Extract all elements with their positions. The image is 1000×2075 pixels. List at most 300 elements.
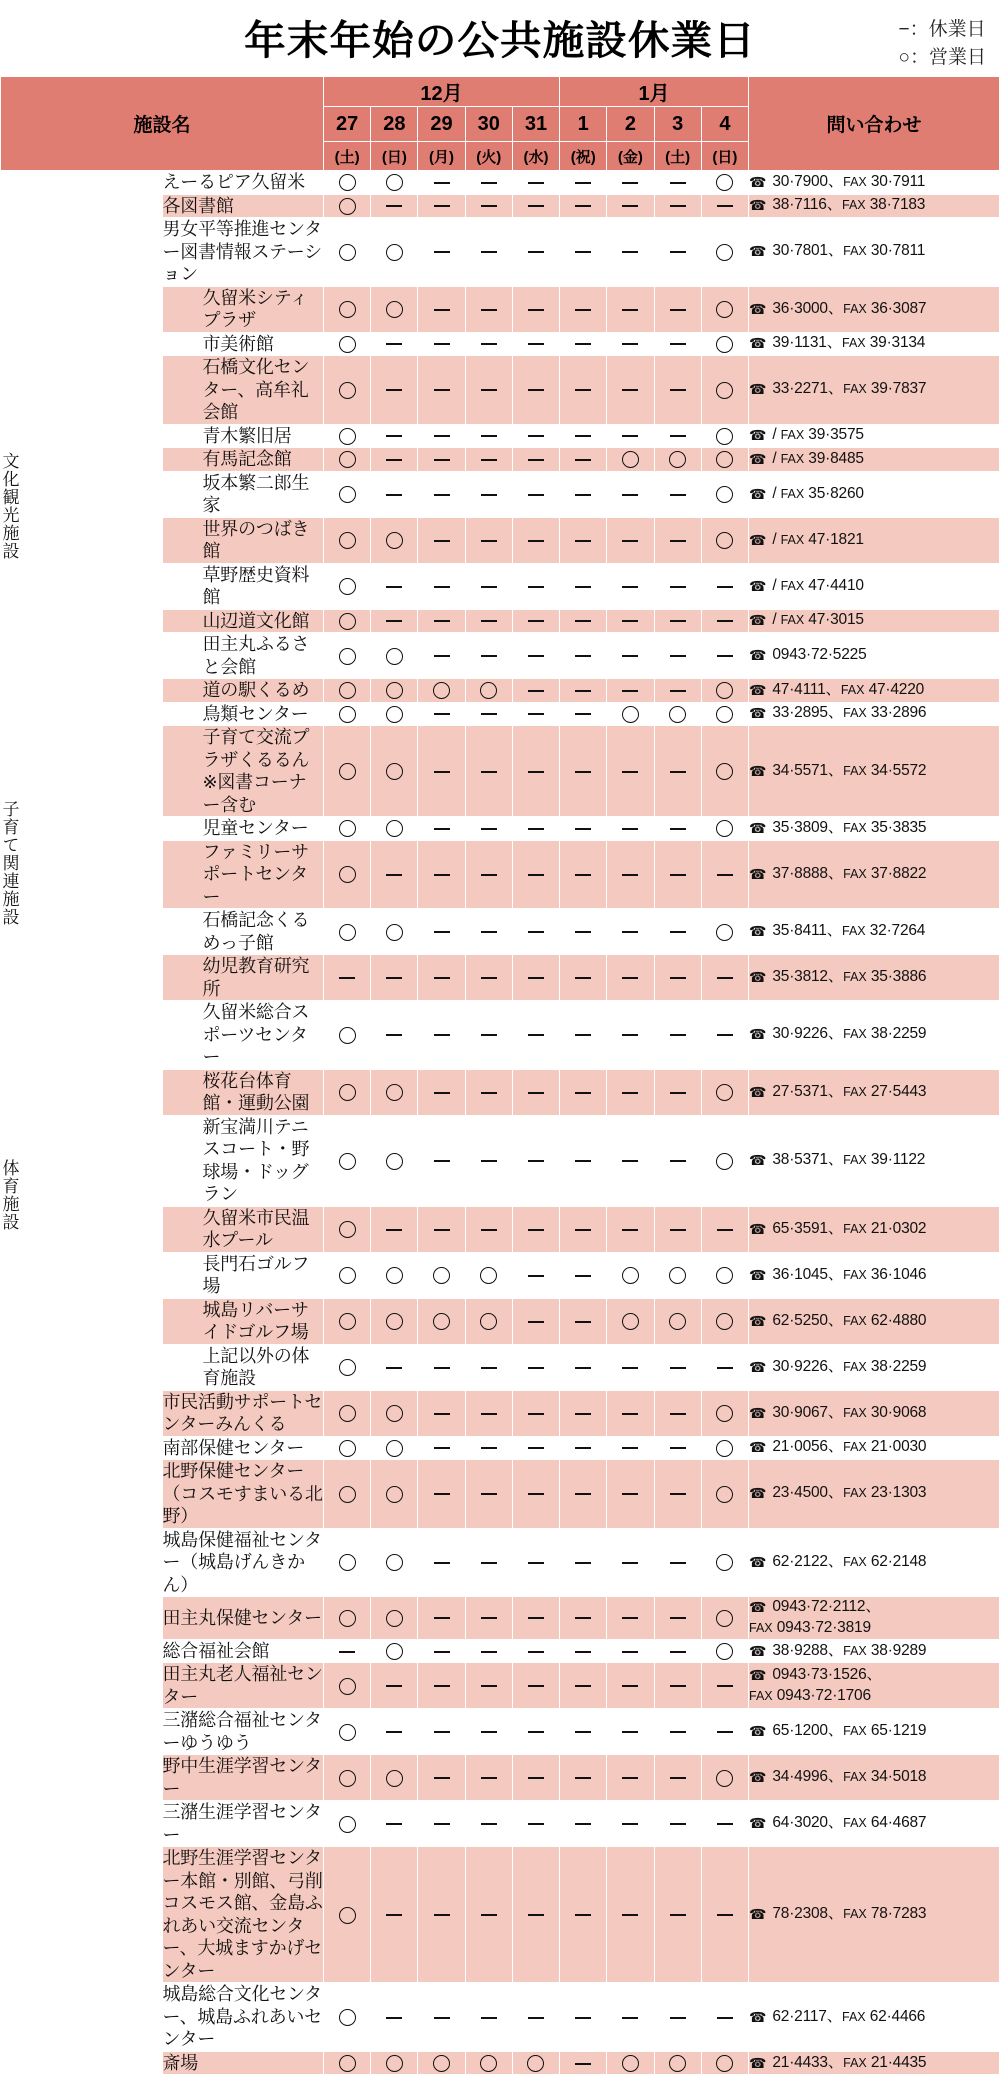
- circle-icon: [669, 2055, 686, 2072]
- contact-text: 65·1219: [866, 1722, 927, 1740]
- contact-text: 37·8822: [866, 864, 927, 882]
- contact-cell: [749, 1298, 1000, 1344]
- dash-icon: [575, 1731, 591, 1733]
- dash-icon: [481, 828, 497, 830]
- contact-text: 30·9226、: [768, 1025, 844, 1043]
- mark-open: [324, 1001, 371, 1070]
- mark-closed: [654, 1983, 701, 2052]
- dash-icon: [481, 435, 497, 437]
- mark-closed: [607, 1069, 654, 1115]
- mark-closed: [418, 1709, 465, 1755]
- dash-icon: [670, 1447, 686, 1449]
- mark-open: [324, 194, 371, 218]
- dash-icon: [528, 1367, 544, 1369]
- contact-text: 38·5371、: [768, 1151, 844, 1169]
- contact-text: 38·7183: [865, 196, 926, 214]
- mark-open: [371, 702, 418, 726]
- dash-icon: [670, 1367, 686, 1369]
- mark-closed: [418, 218, 465, 287]
- fax-label: FAX: [843, 866, 867, 881]
- dash-icon: [622, 1777, 638, 1779]
- circle-icon: [716, 1153, 733, 1170]
- mark-closed: [560, 563, 607, 609]
- facility-name-cell: 石橋文化センター、高牟礼会館: [162, 356, 324, 425]
- mark-closed: [371, 332, 418, 356]
- mark-closed: [607, 1801, 654, 1847]
- dash-icon: [717, 1823, 733, 1825]
- dash-icon: [434, 1823, 450, 1825]
- dash-icon: [481, 586, 497, 588]
- dash-icon: [434, 1493, 450, 1495]
- dash-icon: [386, 1731, 402, 1733]
- circle-icon: [716, 1405, 733, 1422]
- table-row: [1, 194, 1000, 218]
- contact-text: 35·3835: [866, 818, 927, 836]
- mark-open: [607, 1298, 654, 1344]
- mark-closed: [418, 702, 465, 726]
- contact-text: 39·1122: [866, 1151, 926, 1169]
- mark-open: [701, 448, 748, 472]
- mark-closed: [512, 1709, 559, 1755]
- dash-icon: [575, 713, 591, 715]
- mark-closed: [512, 909, 559, 955]
- header-month-december: 12月: [324, 77, 560, 107]
- dash-icon: [386, 874, 402, 876]
- circle-icon: [716, 336, 733, 353]
- facility-name-cell: 久留米市民温水プール: [162, 1206, 324, 1252]
- circle-icon: [386, 1643, 403, 1660]
- mark-closed: [607, 679, 654, 703]
- contact-cell: [749, 332, 1000, 356]
- circle-icon: [716, 451, 733, 468]
- mark-closed: [701, 1847, 748, 1983]
- table-header: [1, 77, 1000, 171]
- mark-open: [371, 1755, 418, 1801]
- facility-name-cell: 児童センター: [162, 817, 324, 841]
- dash-icon: [528, 435, 544, 437]
- contact-text: 0943·72·3819: [772, 1618, 871, 1636]
- circle-icon: [339, 1610, 356, 1627]
- mark-open: [324, 726, 371, 817]
- dash-icon: [434, 713, 450, 715]
- mark-closed: [654, 1755, 701, 1801]
- mark-open: [371, 286, 418, 332]
- dash-icon: [481, 874, 497, 876]
- contact-text: /: [768, 449, 781, 467]
- mark-closed: [560, 1252, 607, 1298]
- dash-icon: [622, 435, 638, 437]
- contact-text: 78·2308、: [768, 1905, 844, 1923]
- mark-closed: [607, 1528, 654, 1597]
- facility-name-cell: 城島総合文化センター、城島ふれあいセンター: [162, 1984, 322, 2050]
- dash-icon: [528, 977, 544, 979]
- mark-open: [701, 1252, 748, 1298]
- dash-icon: [481, 713, 497, 715]
- dash-icon: [528, 1160, 544, 1162]
- facility-name-cell: 北野保健センター（コスモすまいる北野）: [162, 1461, 323, 1526]
- circle-icon: [669, 706, 686, 723]
- dash-icon: [575, 690, 591, 692]
- dash-icon: [575, 620, 591, 622]
- mark-open: [324, 2051, 371, 2075]
- category-spacer: [1, 1460, 163, 1529]
- mark-closed: [654, 1639, 701, 1663]
- mark-closed: [560, 332, 607, 356]
- mark-open: [371, 633, 418, 679]
- dash-icon: [528, 713, 544, 715]
- dash-icon: [528, 1617, 544, 1619]
- table-row: [1, 1801, 1000, 1847]
- mark-closed: [465, 563, 512, 609]
- mark-closed: [701, 1801, 748, 1847]
- mark-closed: [418, 1639, 465, 1663]
- dash-icon: [528, 1413, 544, 1415]
- mark-closed: [607, 840, 654, 909]
- contact-text: 30·7811: [866, 242, 926, 260]
- circle-icon: [386, 1153, 403, 1170]
- telephone-icon: ☎: [749, 612, 767, 629]
- mark-open: [701, 1639, 748, 1663]
- circle-icon: [339, 1770, 356, 1787]
- mark-closed: [560, 1206, 607, 1252]
- contact-cell: [749, 1069, 1000, 1115]
- facility-name-cell: 総合福祉会館: [162, 1639, 324, 1663]
- mark-closed: [371, 471, 418, 517]
- circle-icon: [386, 301, 403, 318]
- table-row: [1, 1001, 1000, 1070]
- fax-label: FAX: [843, 1643, 867, 1658]
- table-row: [1, 1528, 1000, 1597]
- mark-open: [607, 448, 654, 472]
- dash-icon: [622, 1914, 638, 1916]
- mark-closed: [418, 356, 465, 425]
- dash-icon: [622, 874, 638, 876]
- mark-closed: [371, 1663, 418, 1709]
- dash-icon: [528, 343, 544, 345]
- dash-icon: [575, 1651, 591, 1653]
- contact-text: 65·1200、: [768, 1722, 844, 1740]
- mark-open: [701, 817, 748, 841]
- fax-label: FAX: [780, 486, 805, 501]
- circle-icon: [386, 1313, 403, 1330]
- dash-icon: [434, 1034, 450, 1036]
- contact-cell: [749, 448, 1000, 472]
- dash-icon: [670, 251, 686, 253]
- contact-text: 21·0056、: [768, 1438, 844, 1456]
- mark-closed: [371, 1847, 418, 1983]
- telephone-icon: ☎: [749, 1553, 767, 1570]
- mark-closed: [465, 1344, 512, 1390]
- facility-name-cell: 桜花台体育館・運動公園: [162, 1069, 324, 1115]
- circle-icon: [527, 2055, 544, 2072]
- circle-icon: [339, 382, 356, 399]
- mark-closed: [512, 448, 559, 472]
- category-spacer: [1, 171, 163, 195]
- telephone-icon: ☎: [749, 531, 767, 548]
- mark-closed: [654, 1597, 701, 1640]
- dash-icon: [670, 309, 686, 311]
- mark-open: [371, 1460, 418, 1529]
- mark-closed: [654, 1663, 701, 1709]
- contact-text: /: [768, 530, 781, 548]
- dash-icon: [386, 435, 402, 437]
- mark-closed: [465, 726, 512, 817]
- category-spacer: [1, 1847, 163, 1983]
- circle-icon: [339, 820, 356, 837]
- mark-closed: [560, 609, 607, 633]
- fax-label: FAX: [843, 301, 867, 316]
- dash-icon: [670, 1823, 686, 1825]
- mark-closed: [512, 563, 559, 609]
- facility-name-cell: 子育て交流プラザくるるん ※図書コーナー含む: [162, 726, 324, 817]
- facility-name-cell: 上記以外の体育施設: [162, 1344, 324, 1390]
- dash-icon: [481, 389, 497, 391]
- mark-open: [701, 2051, 748, 2075]
- mark-open: [324, 424, 371, 448]
- telephone-icon: ☎: [749, 381, 767, 398]
- header-weekday: (日): [371, 142, 418, 171]
- mark-closed: [418, 1069, 465, 1115]
- mark-closed: [512, 702, 559, 726]
- table-row: [1, 1755, 1000, 1801]
- mark-open: [324, 1298, 371, 1344]
- dash-icon: [481, 1160, 497, 1162]
- mark-closed: [654, 955, 701, 1001]
- dash-icon: [670, 874, 686, 876]
- circle-icon: [622, 1267, 639, 1284]
- mark-open: [324, 817, 371, 841]
- mark-closed: [560, 286, 607, 332]
- mark-closed: [512, 1460, 559, 1529]
- mark-closed: [465, 356, 512, 425]
- table-row: [1, 1847, 1000, 1983]
- mark-closed: [701, 1709, 748, 1755]
- legend-symbol-closed: −: [898, 19, 910, 40]
- mark-open: [324, 563, 371, 609]
- dash-icon: [528, 1275, 544, 1277]
- dash-icon: [528, 309, 544, 311]
- mark-closed: [560, 424, 607, 448]
- mark-closed: [701, 1663, 748, 1709]
- dash-icon: [386, 1914, 402, 1916]
- mark-closed: [418, 1847, 465, 1983]
- mark-closed: [512, 171, 559, 195]
- dash-icon: [575, 1092, 591, 1094]
- facility-name-cell: 北野生涯学習センター本館・別館、弓削コスモス館、金島ふれあい交流センター、大城ますかげセンター: [162, 1848, 323, 1981]
- telephone-icon: ☎: [749, 762, 767, 779]
- contact-text: 36·1046: [866, 1265, 927, 1283]
- circle-icon: [622, 706, 639, 723]
- contact-cell: [749, 1528, 1000, 1597]
- mark-closed: [512, 194, 559, 218]
- contact-text: 38·2259: [866, 1025, 927, 1043]
- mark-open: [371, 1639, 418, 1663]
- dash-icon: [434, 874, 450, 876]
- mark-open: [324, 702, 371, 726]
- fax-label: FAX: [843, 1153, 867, 1168]
- mark-closed: [418, 1115, 465, 1206]
- legend-sep: ：: [909, 46, 929, 68]
- mark-open: [701, 1069, 748, 1115]
- circle-icon: [716, 1770, 733, 1787]
- mark-closed: [512, 1206, 559, 1252]
- category-spacer: [1, 1663, 163, 1709]
- header-weekday: (月): [418, 142, 465, 171]
- contact-text: 0943·72·1706: [772, 1686, 871, 1704]
- mark-closed: [560, 955, 607, 1001]
- circle-icon: [339, 2009, 356, 2026]
- dash-icon: [434, 251, 450, 253]
- mark-open: [465, 1252, 512, 1298]
- mark-closed: [607, 424, 654, 448]
- dash-icon: [575, 1493, 591, 1495]
- mark-closed: [418, 609, 465, 633]
- fax-label: FAX: [843, 820, 867, 835]
- circle-icon: [480, 1267, 497, 1284]
- mark-closed: [512, 471, 559, 517]
- telephone-icon: ☎: [749, 1083, 767, 1100]
- facility-name-cell: 三潴生涯学習センター: [162, 1802, 322, 1845]
- circle-icon: [339, 1816, 356, 1833]
- dash-icon: [670, 1651, 686, 1653]
- dash-icon: [434, 1229, 450, 1231]
- mark-closed: [465, 1001, 512, 1070]
- dash-icon: [575, 1823, 591, 1825]
- circle-icon: [339, 1027, 356, 1044]
- header-day-1: 1: [560, 107, 607, 142]
- mark-closed: [512, 726, 559, 817]
- mark-closed: [654, 171, 701, 195]
- mark-closed: [607, 726, 654, 817]
- fax-label: FAX: [843, 763, 867, 778]
- contact-text: 64·3020、: [768, 1814, 844, 1832]
- mark-closed: [465, 955, 512, 1001]
- circle-icon: [386, 174, 403, 191]
- dash-icon: [670, 586, 686, 588]
- mark-open: [371, 171, 418, 195]
- circle-icon: [716, 1643, 733, 1660]
- dash-icon: [622, 1229, 638, 1231]
- mark-open: [418, 1252, 465, 1298]
- dash-icon: [481, 655, 497, 657]
- dash-icon: [481, 494, 497, 496]
- circle-icon: [339, 578, 356, 595]
- circle-icon: [339, 1221, 356, 1238]
- fax-label: FAX: [749, 1688, 773, 1703]
- contact-text: 0943·72·2112、: [768, 1598, 881, 1615]
- dash-icon: [622, 771, 638, 773]
- circle-icon: [339, 174, 356, 191]
- mark-closed: [465, 1755, 512, 1801]
- mark-closed: [607, 1709, 654, 1755]
- dash-icon: [434, 1777, 450, 1779]
- fax-label: FAX: [780, 428, 805, 443]
- fax-label: FAX: [843, 244, 867, 259]
- mark-closed: [512, 286, 559, 332]
- dash-icon: [717, 2017, 733, 2019]
- mark-open: [371, 1528, 418, 1597]
- mark-closed: [418, 1001, 465, 1070]
- fax-label: FAX: [843, 1554, 867, 1569]
- header-weekday: (土): [324, 142, 371, 171]
- mark-open: [324, 1597, 371, 1640]
- telephone-icon: ☎: [749, 1266, 767, 1283]
- fax-label: FAX: [843, 1313, 867, 1328]
- table-row: [1, 2051, 1000, 2075]
- contact-text: 30·7801、: [768, 242, 844, 260]
- mark-closed: [465, 1115, 512, 1206]
- mark-open: [324, 1755, 371, 1801]
- facility-name-cell: 幼児教育研究所: [162, 955, 324, 1001]
- mark-closed: [465, 218, 512, 287]
- contact-text: 47·4111、: [768, 680, 841, 698]
- contact-text: 47·1821: [804, 530, 864, 548]
- legend-label-open: 営業日: [928, 46, 986, 68]
- mark-closed: [607, 1344, 654, 1390]
- dash-icon: [528, 1651, 544, 1653]
- header-row-month: [1, 77, 1000, 107]
- mark-closed: [607, 194, 654, 218]
- dash-icon: [670, 1731, 686, 1733]
- mark-open: [324, 286, 371, 332]
- dash-icon: [528, 1092, 544, 1094]
- contact-cell: [749, 817, 1000, 841]
- mark-open: [371, 1115, 418, 1206]
- circle-icon: [386, 2055, 403, 2072]
- telephone-icon: ☎: [749, 1404, 767, 1421]
- contact-text: 0943·73·1526、: [768, 1665, 882, 1683]
- mark-closed: [654, 1115, 701, 1206]
- mark-closed: [418, 633, 465, 679]
- contact-text: 47·4410: [804, 576, 864, 594]
- dash-icon: [622, 389, 638, 391]
- circle-icon: [622, 451, 639, 468]
- circle-icon: [716, 1486, 733, 1503]
- circle-icon: [386, 532, 403, 549]
- mark-closed: [371, 563, 418, 609]
- circle-icon: [386, 820, 403, 837]
- contact-text: 30·9067、: [768, 1403, 844, 1421]
- dash-icon: [622, 1617, 638, 1619]
- mark-closed: [654, 726, 701, 817]
- dash-icon: [481, 1493, 497, 1495]
- circle-icon: [339, 1724, 356, 1741]
- facility-name-cell: 鳥類センター: [162, 702, 324, 726]
- mark-closed: [607, 909, 654, 955]
- mark-closed: [418, 1390, 465, 1436]
- mark-closed: [371, 840, 418, 909]
- mark-closed: [654, 218, 701, 287]
- contact-text: 21·4435: [866, 2053, 927, 2071]
- mark-closed: [512, 1755, 559, 1801]
- telephone-icon: ☎: [749, 485, 767, 502]
- mark-closed: [607, 1115, 654, 1206]
- contact-text: 21·0030: [866, 1438, 927, 1456]
- circle-icon: [339, 198, 356, 215]
- dash-icon: [528, 540, 544, 542]
- mark-closed: [371, 448, 418, 472]
- contact-text: 33·2896: [866, 704, 927, 722]
- mark-open: [324, 1344, 371, 1390]
- contact-text: 36·3087: [866, 299, 927, 317]
- mark-closed: [607, 332, 654, 356]
- header-day-3: 3: [654, 107, 701, 142]
- dash-icon: [481, 2017, 497, 2019]
- dash-icon: [670, 828, 686, 830]
- circle-icon: [669, 1313, 686, 1330]
- mark-closed: [654, 909, 701, 955]
- dash-icon: [575, 389, 591, 391]
